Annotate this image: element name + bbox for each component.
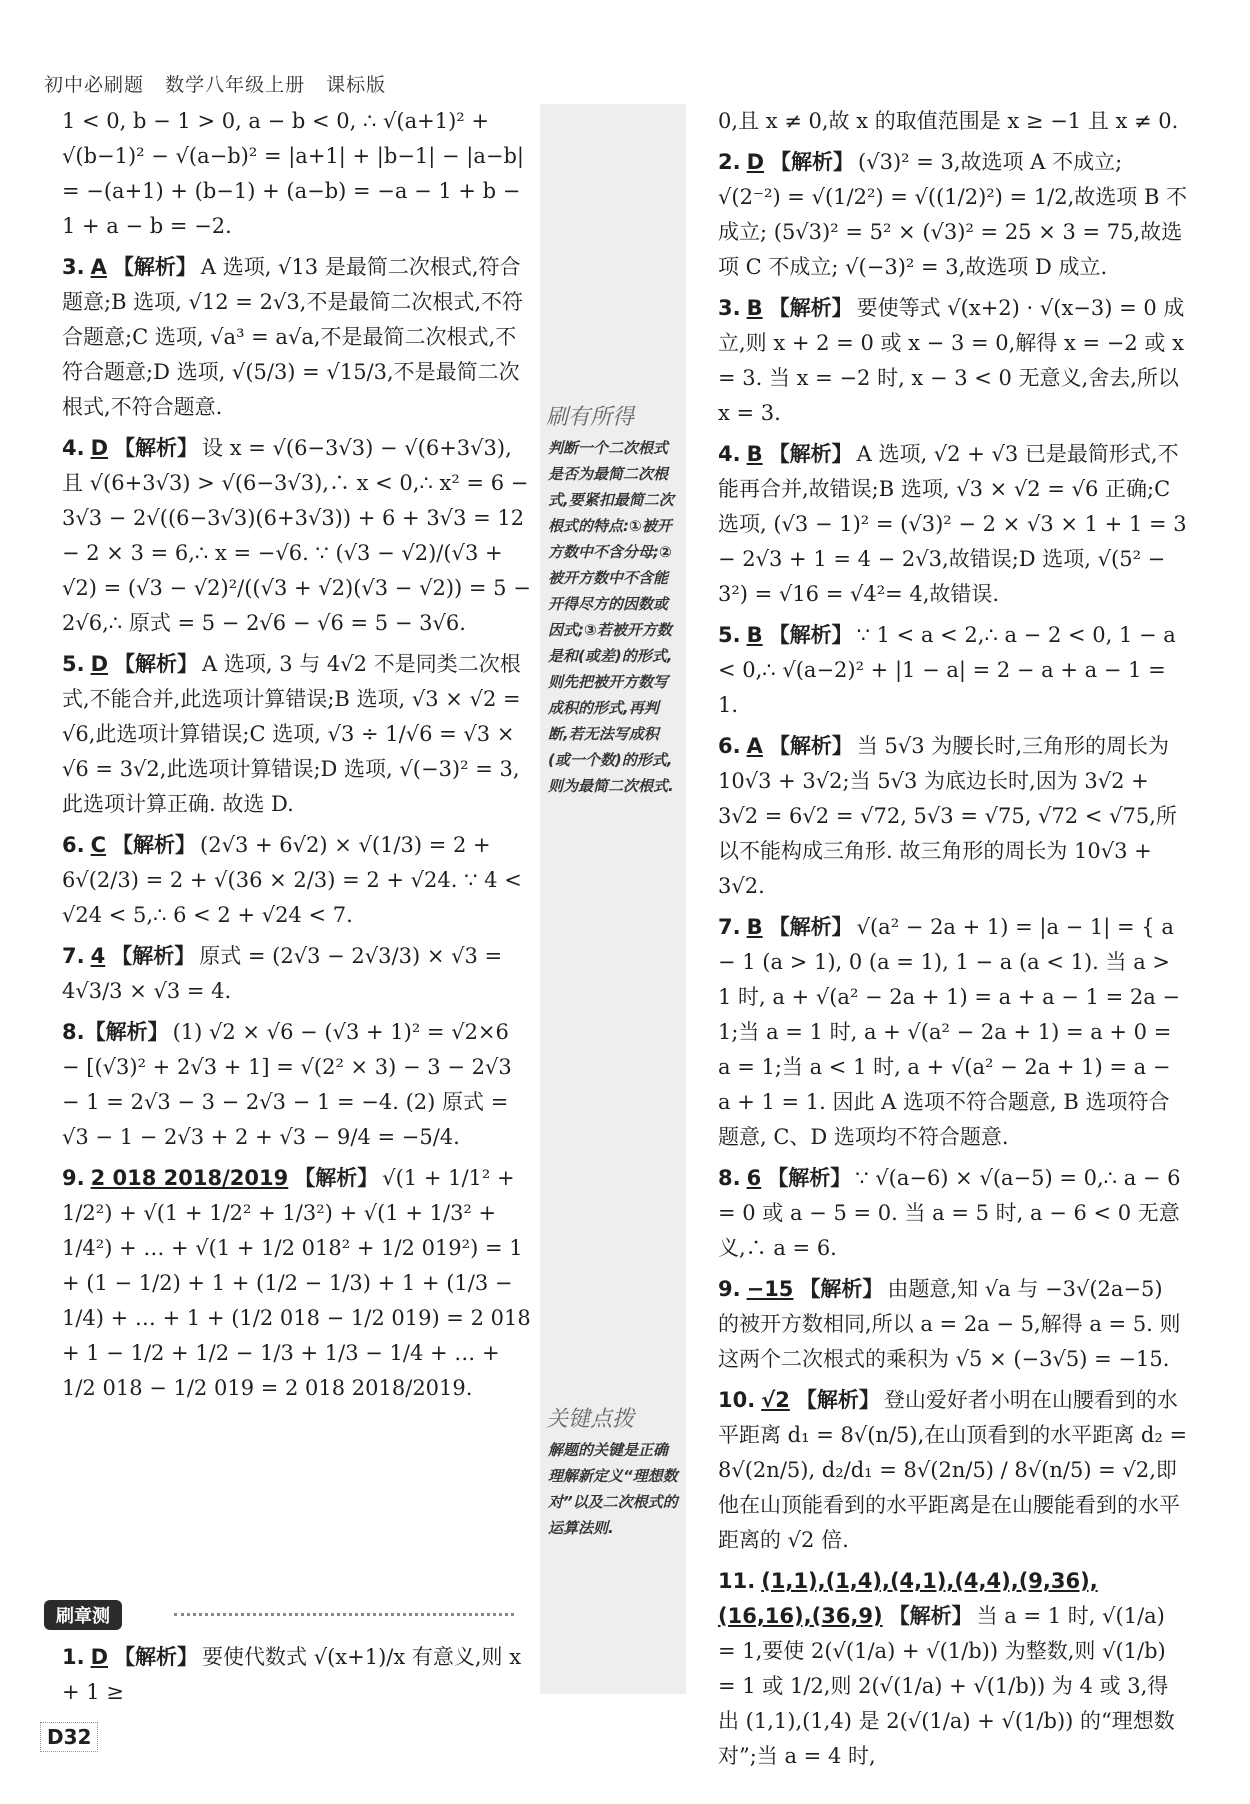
item-text: (√3)² = 3,故选项 A 不成立; √(2⁻²) = √(1/2²) = √((1/2)²) = 1/2,故选项 B 不成立; (5√3)² = 5² × (√3)² = 25 × 3 = 75,故选项 C 不成立; √(−3)² = 3,故选项 D 成立. — [718, 150, 1188, 279]
item-text: 要使代数式 √(x+1)/x 有意义,则 x + 1 ≥ — [62, 1645, 522, 1704]
item-answer: D — [90, 652, 109, 676]
right-column — [718, 104, 1188, 1780]
item-number: 3. — [718, 296, 741, 320]
item-text: 原式 = (2√3 − 2√3/3) × √3 = 4√3/3 × √3 = 4. — [62, 944, 503, 1003]
item-answer: D — [746, 150, 765, 174]
solution-tag: 【解析】 — [795, 1388, 880, 1412]
item-text: 当 5√3 为腰长时,三角形的周长为 10√3 + 3√2;当 5√3 为底边长时,因为 3√2 + 3√2 = 6√2 = √72, 5√3 = √75, √72 < √75,所以不能构成三角形. 故三角形的周长为 10√3 + 3√2. — [718, 734, 1177, 898]
item-answer: B — [746, 442, 763, 466]
note-title: 关键点拨 — [546, 1407, 635, 1432]
item-number: 11. — [718, 1569, 756, 1593]
solution-tag: 【解析】 — [768, 623, 853, 647]
solution-tag: 【解析】 — [114, 1645, 199, 1669]
margin-notes — [540, 104, 686, 1694]
item-text: √(a² − 2a + 1) = |a − 1| = { a − 1 (a > 1), 0 (a = 1), 1 − a (a < 1). 当 a > 1 时, a + √(a² − 2a + 1) = a + a − 1 = 2a − 1;当 a = 1 时, a + √(a² − 2a + 1) = a + 0 = a = 1;当 a < 1 时, a + √(a² − 2a + 1) = a − a + 1 = 1. 因此 A 选项不符合题意, B 选项符合题意, C、D 选项均不符合题意. — [718, 915, 1181, 1149]
item-number: 5. — [62, 652, 85, 676]
item-answer: −15 — [746, 1277, 794, 1301]
solution-tag: 【解析】 — [112, 255, 197, 279]
book-subject: 数学八年级上册 — [165, 74, 306, 96]
item-answer: B — [746, 623, 763, 647]
item-text: (2√3 + 6√2) × √(1/3) = 2 + 6√(2/3) = 2 + √(36 × 2/3) = 2 + √24. ∵ 4 < √24 < 5,∴ 6 < 2 + √24 < 7. — [62, 833, 522, 927]
item-text: 由题意,知 √a 与 −3√(2a−5) 的被开方数相同,所以 a = 2a − 5,解得 a = 5. 则这两个二次根式的乘积为 √5 × (−3√5) = −15. — [718, 1277, 1181, 1371]
solution-item — [62, 1640, 532, 1710]
section-header — [44, 1600, 514, 1628]
solution-tag: 【解析】 — [294, 1166, 379, 1190]
note-title: 刷有所得 — [546, 405, 635, 430]
item-number: 7. — [62, 944, 85, 968]
item-number: 9. — [718, 1277, 741, 1301]
book-title: 初中必刷题 — [44, 74, 145, 96]
item-text: 要使等式 √(x+2) · √(x−3) = 0 成立,则 x + 2 = 0 或 x − 3 = 0,解得 x = −2 或 x = 3. 当 x = −2 时, x − 3 < 0 无意义,舍去,所以 x = 3. — [718, 296, 1185, 425]
solution-tag: 【解析】 — [768, 442, 853, 466]
note-body: 解题的关键是正确理解新定义“理想数对”以及二次根式的运算法则. — [548, 1441, 678, 1537]
item-answer: B — [746, 296, 763, 320]
section-badge: 刷章测 — [44, 1600, 122, 1630]
solution-tag: 【解析】 — [768, 915, 853, 939]
item-number: 8. — [62, 1020, 85, 1044]
solution-item — [718, 437, 1188, 612]
item-number: 6. — [62, 833, 85, 857]
item-answer: B — [746, 915, 763, 939]
solution-item — [718, 1383, 1188, 1558]
item-number: 4. — [62, 436, 85, 460]
solution-item — [718, 1272, 1188, 1377]
item-number: 10. — [718, 1388, 756, 1412]
solution-tag: 【解析】 — [112, 833, 197, 857]
solution-item — [62, 647, 532, 822]
item-answer: 2 018 2018/2019 — [90, 1166, 289, 1190]
solution-item — [718, 910, 1188, 1155]
solution-item — [718, 291, 1188, 431]
item-text: 0,且 x ≠ 0,故 x 的取值范围是 x ≥ −1 且 x ≠ 0. — [718, 109, 1179, 133]
item-text: 设 x = √(6−3√3) − √(6+3√3),且 √(6+3√3) > √(6−3√3),∴ x < 0,∴ x² = 6 − 3√3 − 2√((6−3√3)(6+3√3)) + 6 + 3√3 = 12 − 2 × 3 = 6,∴ x = −√6. ∵ (√3 − √2)/(√3 + √2) = (√3 − √2)²/((√3 + √2)(√3 − √2)) = 5 − 2√6,∴ 原式 = 5 − 2√6 − √6 = 5 − 3√6. — [62, 436, 531, 635]
note-key-point — [540, 1396, 686, 1541]
item-text: ∵ 1 < a < 2,∴ a − 2 < 0, 1 − a < 0,∴ √(a−2)² + |1 − a| = 2 − a + a − 1 = 1. — [718, 623, 1176, 717]
item-answer: D — [90, 1645, 109, 1669]
item-text: A 选项, 3 与 4√2 不是同类二次根式,不能合并,此选项计算错误;B 选项, √3 × √2 = √6,此选项计算错误;C 选项, √3 ÷ 1/√6 = √3 × √6 = 3√2,此选项计算错误;D 选项, √(−3)² = 3,此选项计算正确. 故选 D. — [62, 652, 521, 816]
item-text: ∵ √(a−6) × √(a−5) = 0,∴ a − 6 = 0 或 a − 5 = 0. 当 a = 5 时, a − 6 < 0 无意义,∴ a = 6. — [718, 1166, 1181, 1260]
item-answer: (1,1),(1,4),(4,1),(4,4),(9,36),(16,16),(36,9) — [718, 1569, 1098, 1628]
solution-item — [718, 1564, 1188, 1774]
solution-item — [718, 1161, 1188, 1266]
solution-item — [62, 431, 532, 641]
note-body: 判断一个二次根式是否为最简二次根式,要紧扣最简二次根式的特点:①被开方数中不含分母;②被开方数中不含能开得尽方的因数或因式;③若被开方数是和(或差)的形式,则先把被开方数写成积的形式,再判断,若无法写成积(或一个数)的形式,则为最简二次根式. — [548, 439, 674, 795]
solution-item — [718, 729, 1188, 904]
solution-item — [62, 939, 532, 1009]
solution-tag: 【解析】 — [888, 1604, 973, 1628]
solution-item — [62, 828, 532, 933]
note-experience — [540, 394, 686, 799]
solution-tag: 【解析】 — [768, 296, 853, 320]
solution-item — [62, 250, 532, 425]
solution-item — [62, 1015, 532, 1155]
solution-item — [718, 618, 1188, 723]
solution-tag: 【解析】 — [770, 150, 855, 174]
item-number: 5. — [718, 623, 741, 647]
running-header — [44, 70, 386, 97]
book-edition: 课标版 — [326, 74, 387, 96]
item-number: 7. — [718, 915, 741, 939]
item-text: (1) √2 × √6 − (√3 + 1)² = √2×6 − [(√3)² + 2√3 + 1] = √(2² × 3) − 3 − 2√3 − 1 = 2√3 − 3 − 2√3 − 1 = −4. (2) 原式 = √3 − 1 − 2√3 + 2 + √3 − 9/4 = −5/4. — [62, 1020, 512, 1149]
item-answer: √2 — [761, 1388, 790, 1412]
item-text: √(1 + 1/1² + 1/2²) + √(1 + 1/2² + 1/3²) + √(1 + 1/3² + 1/4²) + … + √(1 + 1/2 018² + 1/2 019²) = 1 + (1 − 1/2) + 1 + (1/2 − 1/3) + 1 + (1/3 − 1/4) + … + 1 + (1/2 018 − 1/2 019) = 2 018 + 1 − 1/2 + 1/2 − 1/3 + 1/3 − 1/4 + … + 1/2 018 − 1/2 019 = 2 018 2018/2019. — [62, 1166, 531, 1400]
solution-tag: 【解析】 — [768, 734, 853, 758]
solution-item — [62, 104, 532, 244]
solution-tag: 【解析】 — [84, 1020, 169, 1044]
item-answer: 4 — [90, 944, 106, 968]
item-number: 1. — [62, 1645, 85, 1669]
item-number: 8. — [718, 1166, 741, 1190]
item-answer: 6 — [746, 1166, 762, 1190]
item-answer: D — [90, 436, 109, 460]
left-column — [62, 104, 532, 1412]
item-answer: C — [90, 833, 107, 857]
item-number: 6. — [718, 734, 741, 758]
item-answer: A — [90, 255, 107, 279]
solution-tag: 【解析】 — [114, 436, 199, 460]
solution-tag: 【解析】 — [799, 1277, 884, 1301]
item-number: 9. — [62, 1166, 85, 1190]
item-text: A 选项, √13 是最简二次根式,符合题意;B 选项, √12 = 2√3,不是最简二次根式,不符合题意;C 选项, √a³ = a√a,不是最简二次根式,不符合题意;D 选项, √(5/3) = √15/3,不是最简二次根式,不符合题意. — [62, 255, 524, 419]
item-number: 4. — [718, 442, 741, 466]
item-number: 3. — [62, 255, 85, 279]
solution-item — [718, 145, 1188, 285]
item-number: 2. — [718, 150, 741, 174]
solution-tag: 【解析】 — [111, 944, 196, 968]
section-items — [62, 1640, 532, 1716]
item-text: 登山爱好者小明在山腰看到的水平距离 d₁ = 8√(n/5),在山顶看到的水平距离 d₂ = 8√(2n/5), d₂/d₁ = 8√(2n/5) / 8√(n/5) = √2,即他在山顶能看到的水平距离是在山腰能看到的水平距离的 √2 倍. — [718, 1388, 1188, 1552]
item-text: A 选项, √2 + √3 已是最简形式,不能再合并,故错误;B 选项, √3 × √2 = √6 正确;C 选项, (√3 − 1)² = (√3)² − 2 × √3 × 1 + 1 = 3 − 2√3 + 1 = 4 − 2√3,故错误;D 选项, √(5² − 3²) = √16 = √4²= 4,故错误. — [718, 442, 1187, 606]
item-answer: A — [746, 734, 763, 758]
solution-item — [718, 104, 1188, 139]
item-text: 1 < 0, b − 1 > 0, a − b < 0, ∴ √(a+1)² + √(b−1)² − √(a−b)² = |a+1| + |b−1| − |a−b| = −(a+1) + (b−1) + (a−b) = −a − 1 + b − 1 + a − b = −2. — [62, 109, 524, 238]
solution-tag: 【解析】 — [767, 1166, 852, 1190]
solution-item — [62, 1161, 532, 1406]
item-text: 当 a = 1 时, √(1/a) = 1,要使 2(√(1/a) + √(1/b)) 为整数,则 √(1/b) = 1 或 1/2,则 2(√(1/a) + √(1/b)) 为 4 或 3,得出 (1,1),(1,4) 是 2(√(1/a) + √(1/b)) 的“理想数对”;当 a = 4 时, — [718, 1604, 1175, 1768]
solution-tag: 【解析】 — [114, 652, 199, 676]
section-divider — [174, 1613, 514, 1616]
page-number: D32 — [40, 1722, 98, 1752]
